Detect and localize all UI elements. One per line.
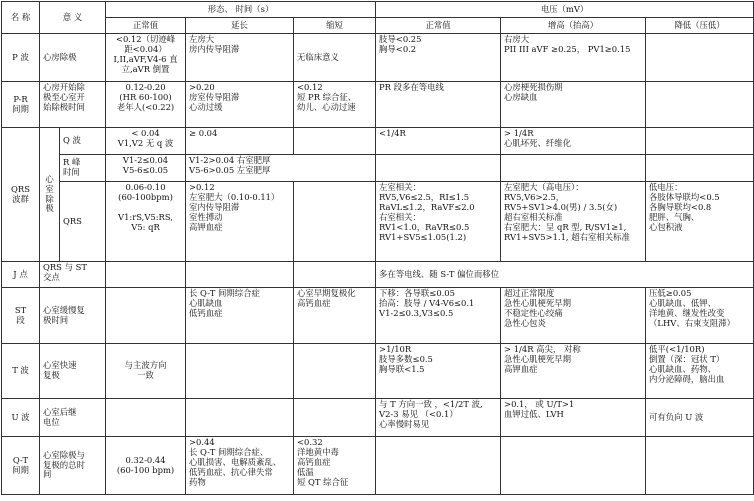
qrs-complex-prolong: >0.12 左室肥大（0.10-0.11） 室内传导阻滞 室性搏动 高钾血症 xyxy=(186,182,294,262)
row-r-peak xyxy=(2,155,754,182)
header-meaning: 意 义 xyxy=(40,2,106,34)
qt-prolong: >0.44 长 Q-T 间期综合症、 心肌损害、电解质紊乱、 低钙血症、抗心律失常 药物 xyxy=(186,437,294,495)
p-normal-time: <0.12（切迹峰 距<0.04） I,II,aVF,V4-6 直 立,aVR 倒置 xyxy=(106,34,186,82)
header-morph: 形态、 时间（s） xyxy=(106,2,376,18)
ecg-reference-table xyxy=(1,1,754,495)
pr-meaning: 心房开始除 极至心室开 始除极时间 xyxy=(40,82,106,128)
u-meaning: 心室后继 电位 xyxy=(40,399,106,437)
r-peak-name: R 峰 时间 xyxy=(60,155,106,182)
pr-normal-voltage: PR 段多在等电线 xyxy=(376,82,501,128)
header-name: 名 称 xyxy=(2,2,40,34)
qt-increase xyxy=(501,437,646,495)
u-prolong xyxy=(186,399,294,437)
header-row-1 xyxy=(2,2,754,18)
row-pr-interval xyxy=(2,82,754,128)
r-peak-decrease xyxy=(646,155,754,182)
st-name: ST 段 xyxy=(2,288,40,344)
q-wave-name: Q 波 xyxy=(60,128,106,155)
header-normal-voltage: 正常值 xyxy=(376,18,501,34)
r-peak-normal: V1-2≤0.04 V5-6≤0.05 xyxy=(106,155,186,182)
header-voltage: 电压（mV） xyxy=(376,2,754,18)
u-name: U 波 xyxy=(2,399,40,437)
header-shorten: 缩短 xyxy=(294,18,376,34)
u-increase: >0.1， 或 U/T>1 血钾过低、LVH xyxy=(501,399,646,437)
pr-decrease xyxy=(646,82,754,128)
j-normal-time xyxy=(106,262,186,288)
st-meaning: 心室缓慢复 极时间 xyxy=(40,288,106,344)
st-normal-voltage: 下移：各导联≤0.05 抬高：肢导 / V4-V6≤0.1 V1-2≤0.3,V3≤0.5 xyxy=(376,288,501,344)
q-wave-prolong: ≥ 0.04 xyxy=(186,128,294,155)
qrs-complex-shorten xyxy=(294,182,376,262)
qt-normal-time: 0.32-0.44 (60-100 bpm) xyxy=(106,437,186,495)
st-shorten: 心室早期复极化 高钙血症 xyxy=(294,288,376,344)
row-qt-interval xyxy=(2,437,754,495)
pr-prolong: >0.20 房室传导阻滞 心动过缓 xyxy=(186,82,294,128)
row-q-wave xyxy=(2,128,754,155)
j-shorten xyxy=(294,262,376,288)
st-prolong: 长 Q-T 间期综合症 心肌缺血 低钙血症 xyxy=(186,288,294,344)
st-decrease: 压低≥0.05 心肌缺血、低钾、 洋地黄、继发性改变 （LHV、右束支阻滞） xyxy=(646,288,754,344)
t-name: T 波 xyxy=(2,344,40,399)
pr-name: P-R 间期 xyxy=(2,82,40,128)
r-peak-increase xyxy=(501,155,646,182)
header-row-2 xyxy=(2,18,754,34)
p-normal-voltage: 肢导<0.25 胸导<0.2 xyxy=(376,34,501,82)
header-decrease: 降低（压低） xyxy=(646,18,754,34)
t-increase: > 1/4R 高尖， 对称 急性心肌梗死早期 高钾血症 xyxy=(501,344,646,399)
row-t-wave xyxy=(2,344,754,399)
pr-shorten: <0.12 短 PR 综合征、 幼儿、心动过速 xyxy=(294,82,376,128)
j-name: J 点 xyxy=(2,262,40,288)
q-wave-shorten xyxy=(294,128,376,155)
q-wave-increase: > 1/4R 心肌坏死、纤维化 xyxy=(501,128,646,155)
pr-increase: 心房梗死损伤期 心房缺血 xyxy=(501,82,646,128)
j-voltage: 多在等电线、随 S-T 偏位而移位 xyxy=(376,262,754,288)
p-name: P 波 xyxy=(2,34,40,82)
p-increase: 右房大 PII III aVF ≥0.25， PV1≥0.15 xyxy=(501,34,646,82)
j-meaning: QRS 与 ST 交点 xyxy=(40,262,106,288)
header-prolong: 延长 xyxy=(186,18,294,34)
pr-normal-time: 0.12-0.20 (HR 60-100) 老年人(<0.22) xyxy=(106,82,186,128)
qt-shorten: <0.32 洋地黄中毒 高钙血症 低温 短 QT 综合征 xyxy=(294,437,376,495)
qrs-name: QRS 波群 xyxy=(2,128,40,262)
r-peak-normal-voltage xyxy=(376,155,501,182)
st-normal-time xyxy=(106,288,186,344)
header-increase: 增高（抬高） xyxy=(501,18,646,34)
p-prolong: 左房大 房内传导阻滞 xyxy=(186,34,294,82)
u-decrease: 可有负向 U 波 xyxy=(646,399,754,437)
t-shorten xyxy=(294,344,376,399)
j-prolong xyxy=(186,262,294,288)
row-qrs-complex xyxy=(2,182,754,262)
qrs-complex-normal-voltage: 左室相关： RV5,V6≤2.5，RⅠ≤1.5 RaVL≤1.2，RaVF≤2.0 右室相关： RV1<1.0，RaVR≤0.5 RV1+SV5≤1.05(1.2) xyxy=(376,182,501,262)
row-st-segment xyxy=(2,288,754,344)
q-wave-decrease xyxy=(646,128,754,155)
header-normal-time: 正常值 xyxy=(106,18,186,34)
qt-meaning: 心室除极与 复极的总时 间 xyxy=(40,437,106,495)
t-normal-voltage: >1/10R 肢导多数≤0.5 胸导联<1.5 xyxy=(376,344,501,399)
row-j-point xyxy=(2,262,754,288)
qt-name: Q-T 间期 xyxy=(2,437,40,495)
u-shorten xyxy=(294,399,376,437)
u-normal-voltage: 与 T 方向一致 ，<1/2T 波, V2-3 易见 （<0.1） 心率慢时易见 xyxy=(376,399,501,437)
qrs-complex-decrease: 低电压： 各肢体导联均<0.5 各胸导联均<0.8 肥胖、气胸、 心包积液 xyxy=(646,182,754,262)
row-u-wave xyxy=(2,399,754,437)
qrs-complex-normal: 0.06-0.10 (60-100bpm) V1:rS,V5:RS, V5: qR xyxy=(106,182,186,262)
qrs-sub: 心 室 除 极 xyxy=(40,128,60,262)
p-shorten: 无临床意义 xyxy=(294,34,376,82)
p-decrease xyxy=(646,34,754,82)
qt-normal-voltage xyxy=(376,437,501,495)
p-meaning: 心房除极 xyxy=(40,34,106,82)
r-peak-prolong: V1-2>0.04 右室肥厚 V5-6>0.05 左室肥厚 xyxy=(186,155,376,182)
qrs-complex-increase: 左室肥大（高电压）： RV5,V6>2.5， RV5+SV1>4.0(男) / 3.5(女) 超右室相关标准 右室肥大：呈 qR 型, R/SV1≥1, RV1+SV5>1.1, 超右室相关标准 xyxy=(501,182,646,262)
q-wave-normal: < 0.04 V1,V2 无 q 波 xyxy=(106,128,186,155)
t-normal-time: 与主波方向 一致 xyxy=(106,344,186,399)
st-increase: 超过正常限度 急性心肌梗死早期 不稳定性心绞痛 急性心包炎 xyxy=(501,288,646,344)
row-p-wave xyxy=(2,34,754,82)
t-prolong xyxy=(186,344,294,399)
qt-decrease xyxy=(646,437,754,495)
u-normal-time xyxy=(106,399,186,437)
t-decrease: 低平(<1/10R) 倒置（深：冠状 T） 心肌缺血、药物、 内分泌障碍，脑出血 xyxy=(646,344,754,399)
q-wave-normal-voltage: <1/4R xyxy=(376,128,501,155)
t-meaning: 心室快速 复极 xyxy=(40,344,106,399)
qrs-complex-name: QRS xyxy=(60,182,106,262)
